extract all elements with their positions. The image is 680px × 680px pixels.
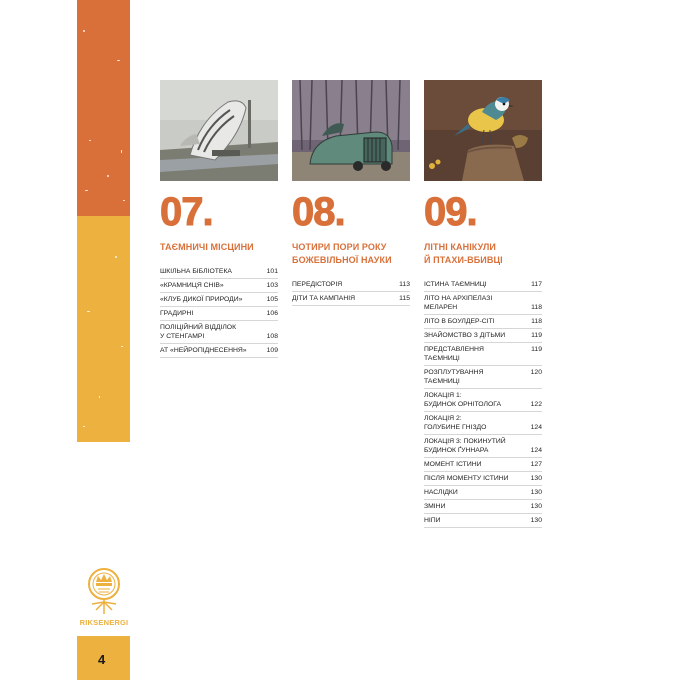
section-09-heading xyxy=(424,241,542,267)
toc-entry-title: НІПИ xyxy=(424,517,441,524)
title-line: ЛОКАЦІЯ 1: xyxy=(424,392,462,399)
title-line: МЕЛАРЕН xyxy=(424,304,458,311)
toc-entry-page: 130 xyxy=(530,489,542,496)
contents-title: ЗМІСТ xyxy=(11,12,42,103)
section-09-entries xyxy=(424,278,542,528)
toc-entry-title: ІСТИНА ТАЄМНИЦІ xyxy=(424,281,487,288)
toc-entry-page: 119 xyxy=(531,332,542,339)
section-09-number: 09. xyxy=(424,190,477,234)
toc-entry[interactable] xyxy=(424,514,542,528)
toc-entry-title xyxy=(424,437,524,455)
section-09 xyxy=(424,80,542,528)
section-07 xyxy=(160,80,278,358)
title-line: ПОЛІЦІЙНИЙ ВІДДІЛОК xyxy=(160,324,237,331)
toc-entry-title: ПЕРЕДІСТОРІЯ xyxy=(292,281,343,288)
toc-entry-title: ПРЕДСТАВЛЕННЯ ТАЄМНИЦІ xyxy=(424,346,484,362)
toc-entry[interactable] xyxy=(160,265,278,279)
sidebar-orange-band xyxy=(77,0,130,216)
toc-entry-page: 106 xyxy=(266,310,278,317)
toc-entry[interactable] xyxy=(424,486,542,500)
heading-line: ЛІТНІ КАНІКУЛИ xyxy=(424,242,496,252)
riksenergi-logo-icon xyxy=(84,566,124,616)
toc-entry[interactable] xyxy=(292,292,410,306)
toc-entry[interactable] xyxy=(160,344,278,358)
toc-entry-title xyxy=(424,391,524,409)
toc-entry[interactable] xyxy=(160,279,278,293)
toc-entry-title: ЛІТО В БОУЛДЕР-СІТІ xyxy=(424,318,495,325)
toc-entry-page: 101 xyxy=(266,268,278,275)
toc-entry[interactable] xyxy=(424,472,542,486)
toc-entry-page: 119 xyxy=(531,346,542,353)
toc-entry-title xyxy=(424,294,524,312)
section-08-heading xyxy=(292,241,410,267)
toc-entry-page: 103 xyxy=(266,282,278,289)
title-line: ЛОКАЦІЯ 3: ПОКИНУТИЙ xyxy=(424,438,506,445)
toc-entry[interactable] xyxy=(424,292,542,315)
heading-line: ЧОТИРИ ПОРИ РОКУ xyxy=(292,242,387,252)
toc-entry-page: 118 xyxy=(531,304,542,311)
toc-entry-page: 124 xyxy=(530,447,542,454)
heading-line: Й ПТАХИ-ВБИВЦІ xyxy=(424,255,503,265)
title-line: БУДИНОК ОРНІТОЛОГА xyxy=(424,401,502,408)
toc-entry-page: 115 xyxy=(399,295,410,302)
sidebar-yellow-band xyxy=(77,216,130,442)
toc-entry-page: 130 xyxy=(530,517,542,524)
section-08 xyxy=(292,80,410,306)
toc-entry-title: РОЗПЛУТУВАННЯ ТАЄМНИЦІ xyxy=(424,369,484,385)
toc-entry-title: ЗМІНИ xyxy=(424,503,446,510)
toc-entry[interactable] xyxy=(424,500,542,514)
toc-entry[interactable] xyxy=(424,315,542,329)
logo-text: RIKSENERGI xyxy=(79,618,129,627)
toc-entry-title: «КЛУБ ДИКОЇ ПРИРОДИ» xyxy=(160,296,243,303)
title-line: БУДИНОК ҐУННАРА xyxy=(424,447,489,454)
toc-entry-title: «КРАМНИЦЯ СНІВ» xyxy=(160,282,224,289)
toc-entry-page: 130 xyxy=(530,503,542,510)
toc-entry-title: МОМЕНТ ІСТИНИ xyxy=(424,461,482,468)
toc-entry[interactable] xyxy=(292,278,410,292)
toc-entry-page: 127 xyxy=(530,461,542,468)
toc-entry[interactable] xyxy=(160,321,278,344)
toc-entry-page: 105 xyxy=(266,296,278,303)
toc-entry-title: ШКІЛЬНА БІБЛІОТЕКА xyxy=(160,268,232,275)
toc-entry[interactable] xyxy=(424,366,542,389)
toc-entry[interactable] xyxy=(424,435,542,458)
toc-entry-page: 109 xyxy=(266,347,278,354)
section-07-illustration xyxy=(160,80,278,181)
section-07-heading xyxy=(160,241,278,254)
toc-entry-page: 130 xyxy=(530,475,542,482)
toc-entry-title xyxy=(160,323,260,341)
toc-entry-title: НАСЛІДКИ xyxy=(424,489,458,496)
toc-entry-page: 117 xyxy=(531,281,542,288)
toc-entry-page: 113 xyxy=(399,281,410,288)
toc-entry[interactable] xyxy=(424,329,542,343)
toc-entry[interactable] xyxy=(424,389,542,412)
toc-entry-page: 122 xyxy=(530,401,542,408)
section-07-entries xyxy=(160,265,278,358)
toc-entry-title: АТ «НЕЙРОПІДНЕСЕННЯ» xyxy=(160,347,247,354)
toc-entry[interactable] xyxy=(160,307,278,321)
title-line: ЛІТО НА АРХІПЕЛАЗІ xyxy=(424,295,493,302)
heading-line: БОЖЕВІЛЬНОЇ НАУКИ xyxy=(292,255,392,265)
toc-entry[interactable] xyxy=(424,458,542,472)
section-09-illustration xyxy=(424,80,542,181)
section-08-illustration xyxy=(292,80,410,181)
toc-entry-page: 120 xyxy=(530,369,542,376)
title-line: ЛОКАЦІЯ 2: xyxy=(424,415,462,422)
toc-entry[interactable] xyxy=(424,343,542,366)
toc-entry[interactable] xyxy=(160,293,278,307)
title-line: ГОЛУБИНЕ ГНІЗДО xyxy=(424,424,487,431)
toc-entry-page: 124 xyxy=(530,424,542,431)
title-line: У СТЕНГАМРІ xyxy=(160,333,205,340)
section-08-number: 08. xyxy=(292,190,345,234)
toc-entry-title: ГРАДИРНІ xyxy=(160,310,194,317)
toc-entry[interactable] xyxy=(424,278,542,292)
heading-line: ТАЄМНИЧІ МІСЦИНИ xyxy=(160,242,254,252)
toc-entry[interactable] xyxy=(424,412,542,435)
page-number: 4 xyxy=(98,652,106,667)
section-07-number: 07. xyxy=(160,190,213,234)
toc-entry-title xyxy=(424,414,524,432)
toc-entry-title: ДІТИ ТА КАМПАНІЯ xyxy=(292,295,356,302)
section-08-entries xyxy=(292,278,410,306)
toc-entry-page: 118 xyxy=(531,318,542,325)
toc-entry-page: 108 xyxy=(266,333,278,340)
toc-entry-title: ЗНАЙОМСТВО З ДІТЬМИ xyxy=(424,332,506,339)
toc-entry-title: ПІСЛЯ МОМЕНТУ ІСТИНИ xyxy=(424,475,509,482)
